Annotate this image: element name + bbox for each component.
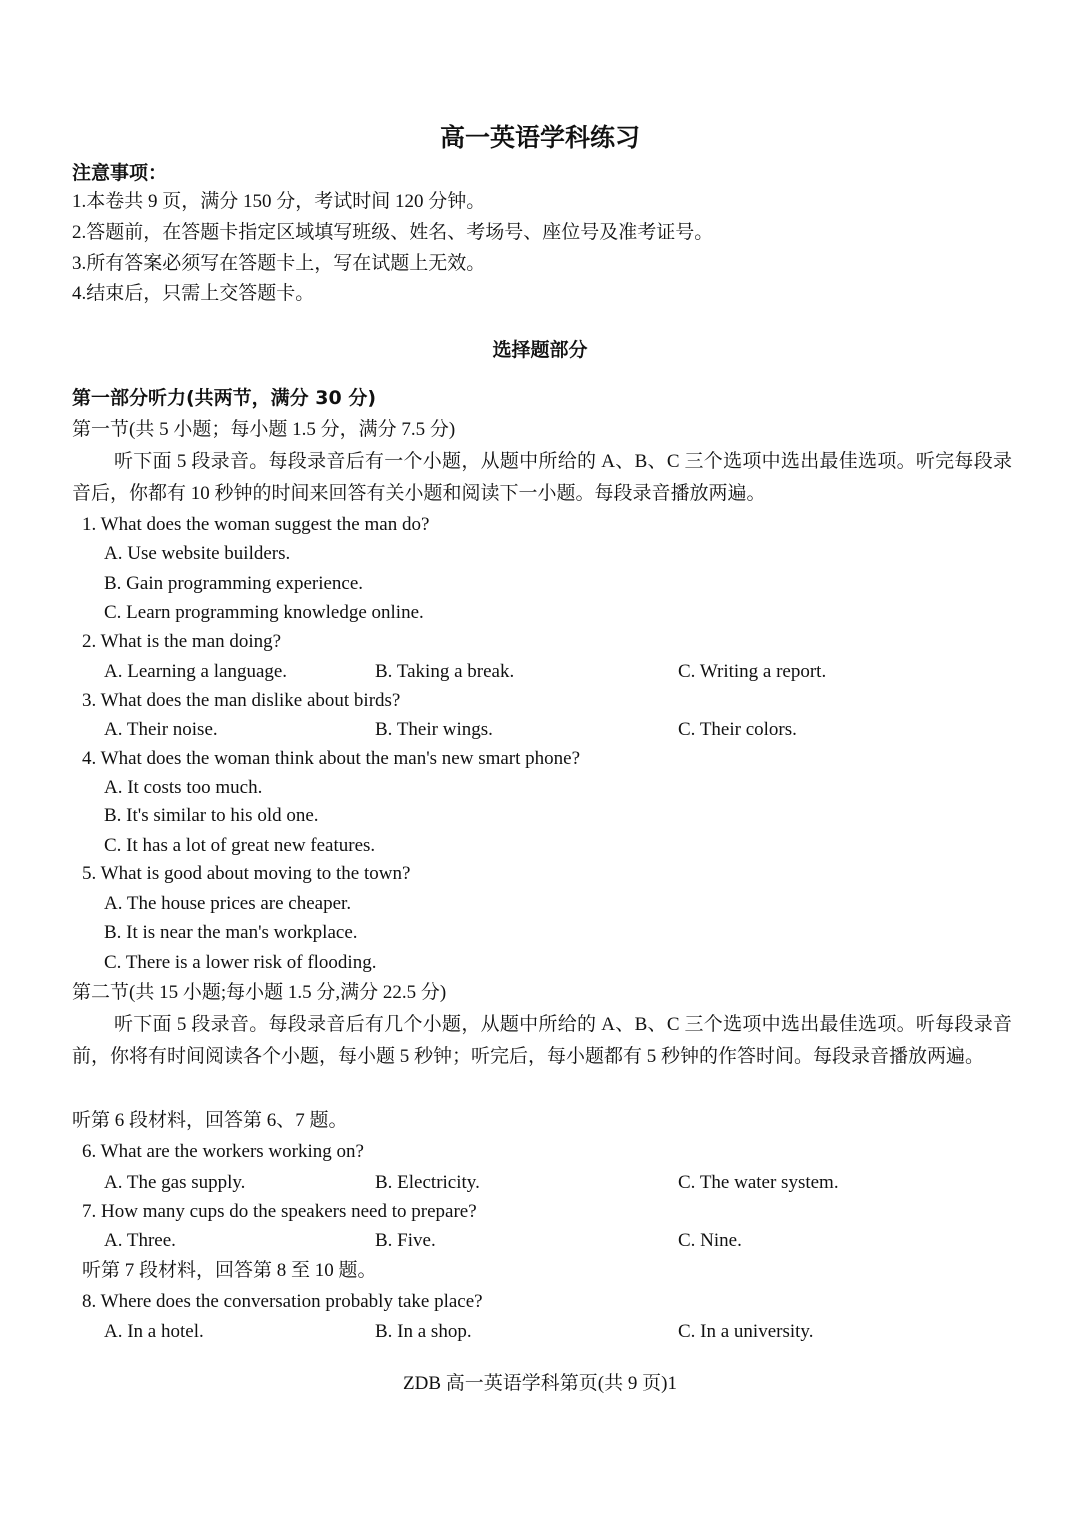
notice-heading: 注意事项： (72, 162, 168, 184)
q5-option-b: B. It is near the man's workplace. (104, 922, 358, 943)
q4-option-b: B. It's similar to his old one. (104, 805, 319, 826)
q3-option-c: C. Their colors. (678, 719, 797, 740)
notice-item-4: 4.结束后，只需上交答题卡。 (72, 283, 315, 304)
section1-instructions: 听下面 5 段录音。每段录音后有一个小题，从题中所给的 A、B、C 三个选项中选出最佳选项。听完每段录音后，你都有 10 秒钟的时间来回答有关小题和阅读下一小题。每段录音播放两遍。 (72, 451, 1012, 504)
q8-option-c: C. In a university. (678, 1321, 814, 1342)
q7-option-c: C. Nine. (678, 1230, 742, 1251)
notice-item-1: 1.本卷共 9 页，满分 150 分，考试时间 120 分钟。 (72, 191, 486, 212)
notice-item-2: 2.答题前，在答题卡指定区域填写班级、姓名、考场号、座位号及准考证号。 (72, 222, 714, 243)
q6-option-b: B. Electricity. (375, 1172, 480, 1193)
q7-option-b: B. Five. (375, 1230, 436, 1251)
page-title: 高一英语学科练习 (439, 123, 640, 152)
question-4: 4. What does the woman think about the man's new smart phone? (82, 748, 581, 769)
section2-heading: 第二节(共 15 小题;每小题 1.5 分,满分 22.5 分) (72, 982, 447, 1003)
part1-heading: 第一部分听力(共两节，满分 30 分) (72, 387, 377, 409)
q5-option-a: A. The house prices are cheaper. (104, 893, 352, 914)
section-heading: 选择题部分 (492, 339, 588, 361)
section2-instructions: 听下面 5 段录音。每段录音后有几个小题，从题中所给的 A、B、C 三个选项中选出最佳选项。听每段录音前，你将有时间阅读各个小题，每小题 5 秒钟；听完后，每小题都有 5 秒钟的作答时间。每段录音播放两遍。 (72, 1014, 1012, 1067)
notice-item-3: 3.所有答案必须写在答题卡上，写在试题上无效。 (72, 253, 486, 274)
question-7: 7. How many cups do the speakers need to prepare? (82, 1201, 477, 1222)
page-footer: ZDB 高一英语学科第页(共 9 页)1 (403, 1373, 677, 1394)
q3-option-b: B. Their wings. (375, 719, 493, 740)
q8-option-a: A. In a hotel. (104, 1321, 204, 1342)
q5-option-c: C. There is a lower risk of flooding. (104, 952, 377, 973)
q2-option-c: C. Writing a report. (678, 661, 827, 682)
question-5: 5. What is good about moving to the town? (82, 863, 411, 884)
material-7-note: 听第 7 段材料，回答第 8 至 10 题。 (82, 1260, 377, 1281)
question-3: 3. What does the man dislike about birds? (82, 690, 401, 711)
question-6: 6. What are the workers working on? (82, 1141, 364, 1162)
q3-option-a: A. Their noise. (104, 719, 218, 740)
q4-option-a: A. It costs too much. (104, 777, 263, 798)
q1-option-a: A. Use website builders. (104, 543, 291, 564)
q6-option-a: A. The gas supply. (104, 1172, 246, 1193)
q4-option-c: C. It has a lot of great new features. (104, 835, 376, 856)
material-6-note: 听第 6 段材料，回答第 6、7 题。 (72, 1110, 348, 1131)
question-1: 1. What does the woman suggest the man do? (82, 514, 430, 535)
section1-heading: 第一节(共 5 小题；每小题 1.5 分，满分 7.5 分) (72, 419, 456, 440)
q2-option-b: B. Taking a break. (375, 661, 515, 682)
q1-option-c: C. Learn programming knowledge online. (104, 602, 424, 623)
q1-option-b: B. Gain programming experience. (104, 573, 364, 594)
q8-option-b: B. In a shop. (375, 1321, 472, 1342)
question-8: 8. Where does the conversation probably take place? (82, 1291, 483, 1312)
q2-option-a: A. Learning a language. (104, 661, 288, 682)
q7-option-a: A. Three. (104, 1230, 176, 1251)
q6-option-c: C. The water system. (678, 1172, 839, 1193)
question-2: 2. What is the man doing? (82, 631, 282, 652)
